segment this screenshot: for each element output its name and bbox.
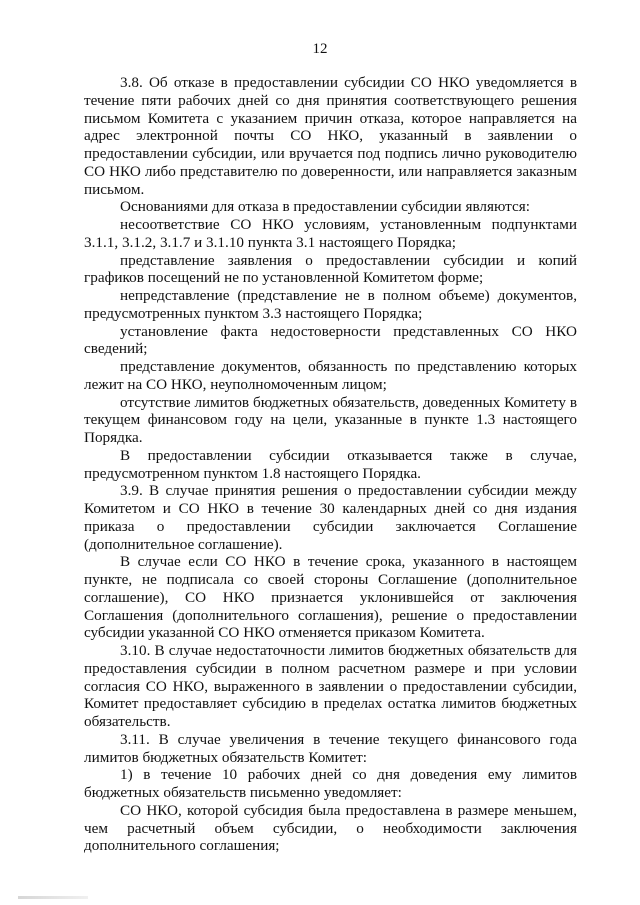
paragraph-refusal-ground-false-information: установление факта недостоверности представленных СО НКО сведений; (84, 322, 577, 358)
paragraph-3-11-item-1: 1) в течение 10 рабочих дней со дня доведения ему лимитов бюджетных обязательств письменно уведомляет: (84, 766, 577, 801)
document-body (84, 74, 577, 855)
paragraph-refusal-ground-wrong-form: представление заявления о предоставлении субсидии и копий графиков посещений не по установленной Комитетом форме; (84, 251, 577, 287)
paragraph-refusal-ground-unauthorized-person: представление документов, обязанность по представлению которых лежит на СО НКО, неуполномоченным лицом; (84, 358, 577, 393)
paragraph-3-9-evasion: В случае если СО НКО в течение срока, указанного в настоящем пункте, не подписала со своей стороны Соглашение (дополнительное соглашение), СО НКО признается уклонившейся от заключения Соглашения (дополнительного соглашения), решение о предоставлении субсидии указанной СО НКО отменяется приказом Комитета. (84, 553, 577, 642)
paragraph-refusal-grounds-intro: Основаниями для отказа в предоставлении субсидии являются: (120, 198, 530, 216)
paragraph-3-10: 3.10. В случае недостаточности лимитов бюджетных обязательств для предоставления субсидии в полном расчетном размере и при условии согласия СО НКО, выраженного в заявлении о предоставлении субсидии, Комитет предоставляет субсидию в пределах остатка лимитов бюджетных обязательств. (84, 642, 577, 730)
scan-artifact (18, 896, 88, 899)
paragraph-3-9: 3.9. В случае принятия решения о предоставлении субсидии между Комитетом и СО НКО в течение 30 календарных дней со дня издания приказа о предоставлении субсидии заключается Соглашение (дополнительное соглашение). (84, 482, 577, 553)
paragraph-refusal-ground-nonconformity: несоответствие СО НКО условиям, установленным подпунктами 3.1.1, 3.1.2, 3.1.7 и 3.1.10 пункта 3.1 настоящего Порядка; (84, 216, 577, 251)
page-number: 12 (312, 41, 328, 57)
paragraph-refusal-ground-clause-1-8: В предоставлении субсидии отказывается также в случае, предусмотренном пунктом 1.8 настоящего Порядка. (84, 446, 577, 482)
paragraph-3-8: 3.8. Об отказе в предоставлении субсидии СО НКО уведомляется в течение пяти рабочих дней со дня принятия соответствующего решения письмом Комитета с указанием причин отказа, которое направляется на адрес электронной почты СО НКО, указанный в заявлении о предоставлении субсидии, или вручается под подпись лично руководителю СО НКО либо представителю по доверенности, или направляется заказным письмом. (84, 74, 577, 198)
paragraph-3-11: 3.11. В случае увеличения в течение текущего финансового года лимитов бюджетных обязательств Комитет: (84, 730, 577, 766)
paragraph-refusal-ground-no-limits: отсутствие лимитов бюджетных обязательств, доведенных Комитету в текущем финансовом году на цели, указанные в пункте 1.3 настоящего Порядка. (84, 393, 577, 446)
paragraph-refusal-ground-missing-documents: непредставление (представление не в полном объеме) документов, предусмотренных пунктом 3.3 настоящего Порядка; (84, 287, 577, 322)
paragraph-3-11-item-1-recipient: СО НКО, которой субсидия была предоставлена в размере меньшем, чем расчетный объем субсидии, о необходимости заключения дополнительного соглашения; (84, 801, 577, 855)
